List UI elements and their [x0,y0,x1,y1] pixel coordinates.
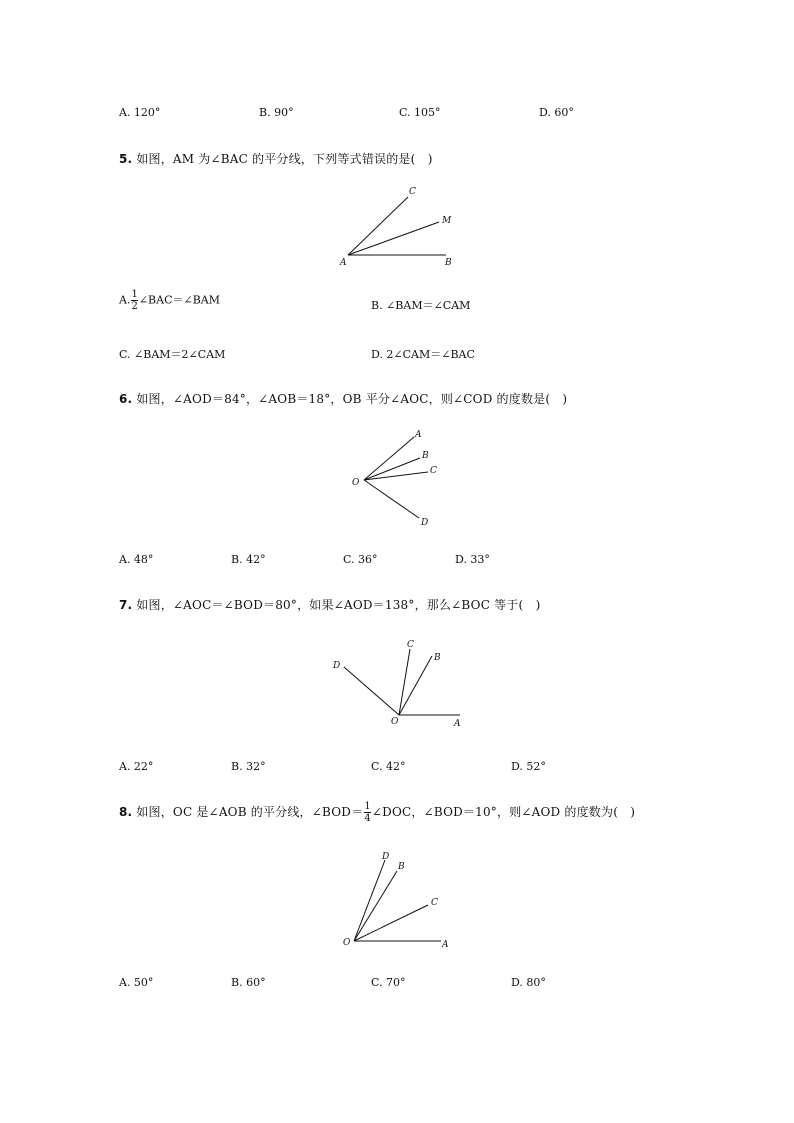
q4-option-b: B. 90° [259,106,294,119]
q5-text: 如图，AM 为∠BAC 的平分线，下列等式错误的是( ) [136,152,433,166]
q8-option-c: C. 70° [371,976,406,989]
q6-label-o: O [352,478,360,488]
q5-option-a-numerator: 1 [131,289,138,300]
q7-option-b: B. 32° [231,760,266,773]
q6-option-c: C. 36° [343,553,378,566]
q5-option-a-rest: ∠BAC＝∠BAM [138,293,220,307]
q8-label-b: B [398,862,405,872]
q7-label-c: C [407,640,414,650]
q4-option-c: C. 105° [399,106,441,119]
q6-option-b: B. 42° [231,553,266,566]
q8-label-c: C [431,898,438,908]
q5-option-b: B. ∠BAM＝∠CAM [371,299,471,312]
q8-option-a: A. 50° [119,976,154,989]
q8-option-d: D. 80° [511,976,546,989]
q6-label-b: B [422,451,429,461]
q8-option-b: B. 60° [231,976,266,989]
q5-option-a-prefix: A. [119,293,131,307]
q6-number: 6. [119,392,133,406]
q4-option-d: D. 60° [539,106,574,119]
q7-option-d: D. 52° [511,760,546,773]
q6-text: 如图，∠AOD＝84°，∠AOB＝18°，OB 平分∠AOC，则∠COD 的度数是( ) [136,392,568,406]
q7-option-c: C. 42° [371,760,406,773]
q8-fraction-denominator: 4 [364,813,371,824]
q7-option-a: A. 22° [119,760,154,773]
q5-label-m: M [442,216,452,226]
q8-label-a: A [442,940,449,950]
q7-label-b: B [434,653,441,663]
q6-label-d: D [421,518,429,528]
q8-number: 8. [119,805,133,819]
q7-number: 7. [119,598,133,612]
q8-label-d: D [382,852,390,862]
q5-label-a: A [340,258,347,268]
q7-label-o: O [391,717,399,727]
q8-ray-od [354,860,385,941]
q7-label-a: A [454,719,461,729]
q6-option-d: D. 33° [455,553,490,566]
q8-label-o: O [343,938,351,948]
q5-option-a-denominator: 2 [131,301,138,312]
q6-label-c: C [430,466,437,476]
q6-option-a: A. 48° [119,553,154,566]
q5-option-c: C. ∠BAM＝2∠CAM [119,348,226,361]
q5-label-b: B [445,258,452,268]
q5-label-c: C [409,187,416,197]
q8-text-before: 如图，OC 是∠AOB 的平分线，∠BOD＝ [136,805,364,819]
q6-label-a: A [415,430,422,440]
q7-label-d: D [333,661,341,671]
q7-text: 如图，∠AOC＝∠BOD＝80°，如果∠AOD＝138°，那么∠BOC 等于( ) [136,598,541,612]
q5-option-d: D. 2∠CAM＝∠BAC [371,348,475,361]
q8-text-after: ∠DOC，∠BOD＝10°，则∠AOD 的度数为( ) [371,805,636,819]
q8-fraction-numerator: 1 [364,801,371,812]
q4-option-a: A. 120° [119,106,161,119]
q5-number: 5. [119,152,133,166]
